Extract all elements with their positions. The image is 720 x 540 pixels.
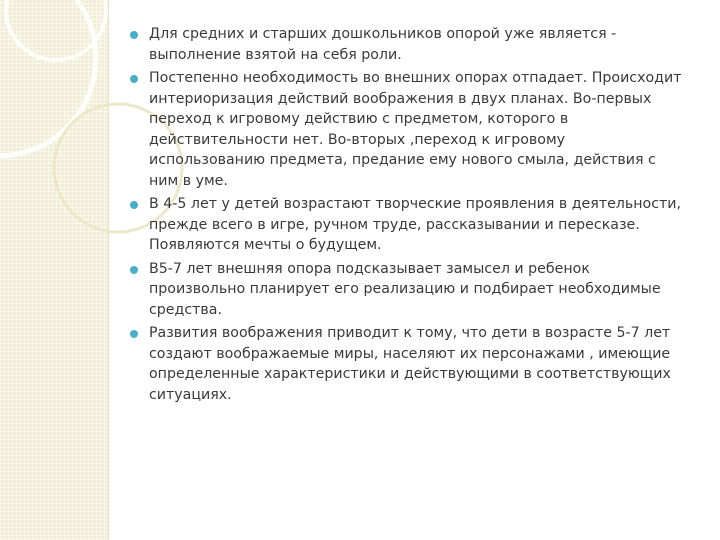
bullet-text: Развития воображения приводит к тому, что дети в возрасте 5-7 лет создают воображаемые миры, населяют их персонажами , имеющие определенные характеристики и действующими в соответствующих ситуациях.	[149, 325, 671, 403]
bullet-text: Для средних и старших дошкольников опорой уже является - выполнение взятой на себя роли.	[149, 26, 617, 63]
bullet-dot-icon	[130, 330, 138, 338]
bullet-text: В 4-5 лет у детей возрастают творческие проявления в деятельности, прежде всего в игре, ручном труде, рассказывании и пересказе. Появляются мечты о будущем.	[149, 196, 681, 253]
bullet-dot-icon	[130, 266, 138, 274]
bullet-dot-icon	[130, 31, 138, 39]
bullet-text: Постепенно необходимость во внешних опорах отпадает. Происходит интериоризация действий воображения в двух планах. Во-первых переход к игровому действию с предметом, которого в действительности нет. Во-вторых ,переход к игровому использованию предмета, предание ему нового смыла, действия с ним в уме.	[149, 70, 682, 189]
slide-bullet-list	[126, 24, 704, 408]
side-panel-divider	[108, 0, 109, 540]
bullet-dot-icon	[130, 201, 138, 209]
bullet-text: В5-7 лет внешняя опора подсказывает замысел и ребенок произвольно планирует его реализацию и подбирает необходимые средства.	[149, 260, 661, 318]
bullet-item	[126, 323, 704, 405]
bullet-item	[126, 259, 704, 321]
bullet-item	[126, 68, 704, 191]
decorative-side-panel	[0, 0, 108, 540]
bullet-dot-icon	[130, 75, 138, 83]
bullet-item	[126, 194, 704, 256]
bullet-item	[126, 24, 704, 65]
